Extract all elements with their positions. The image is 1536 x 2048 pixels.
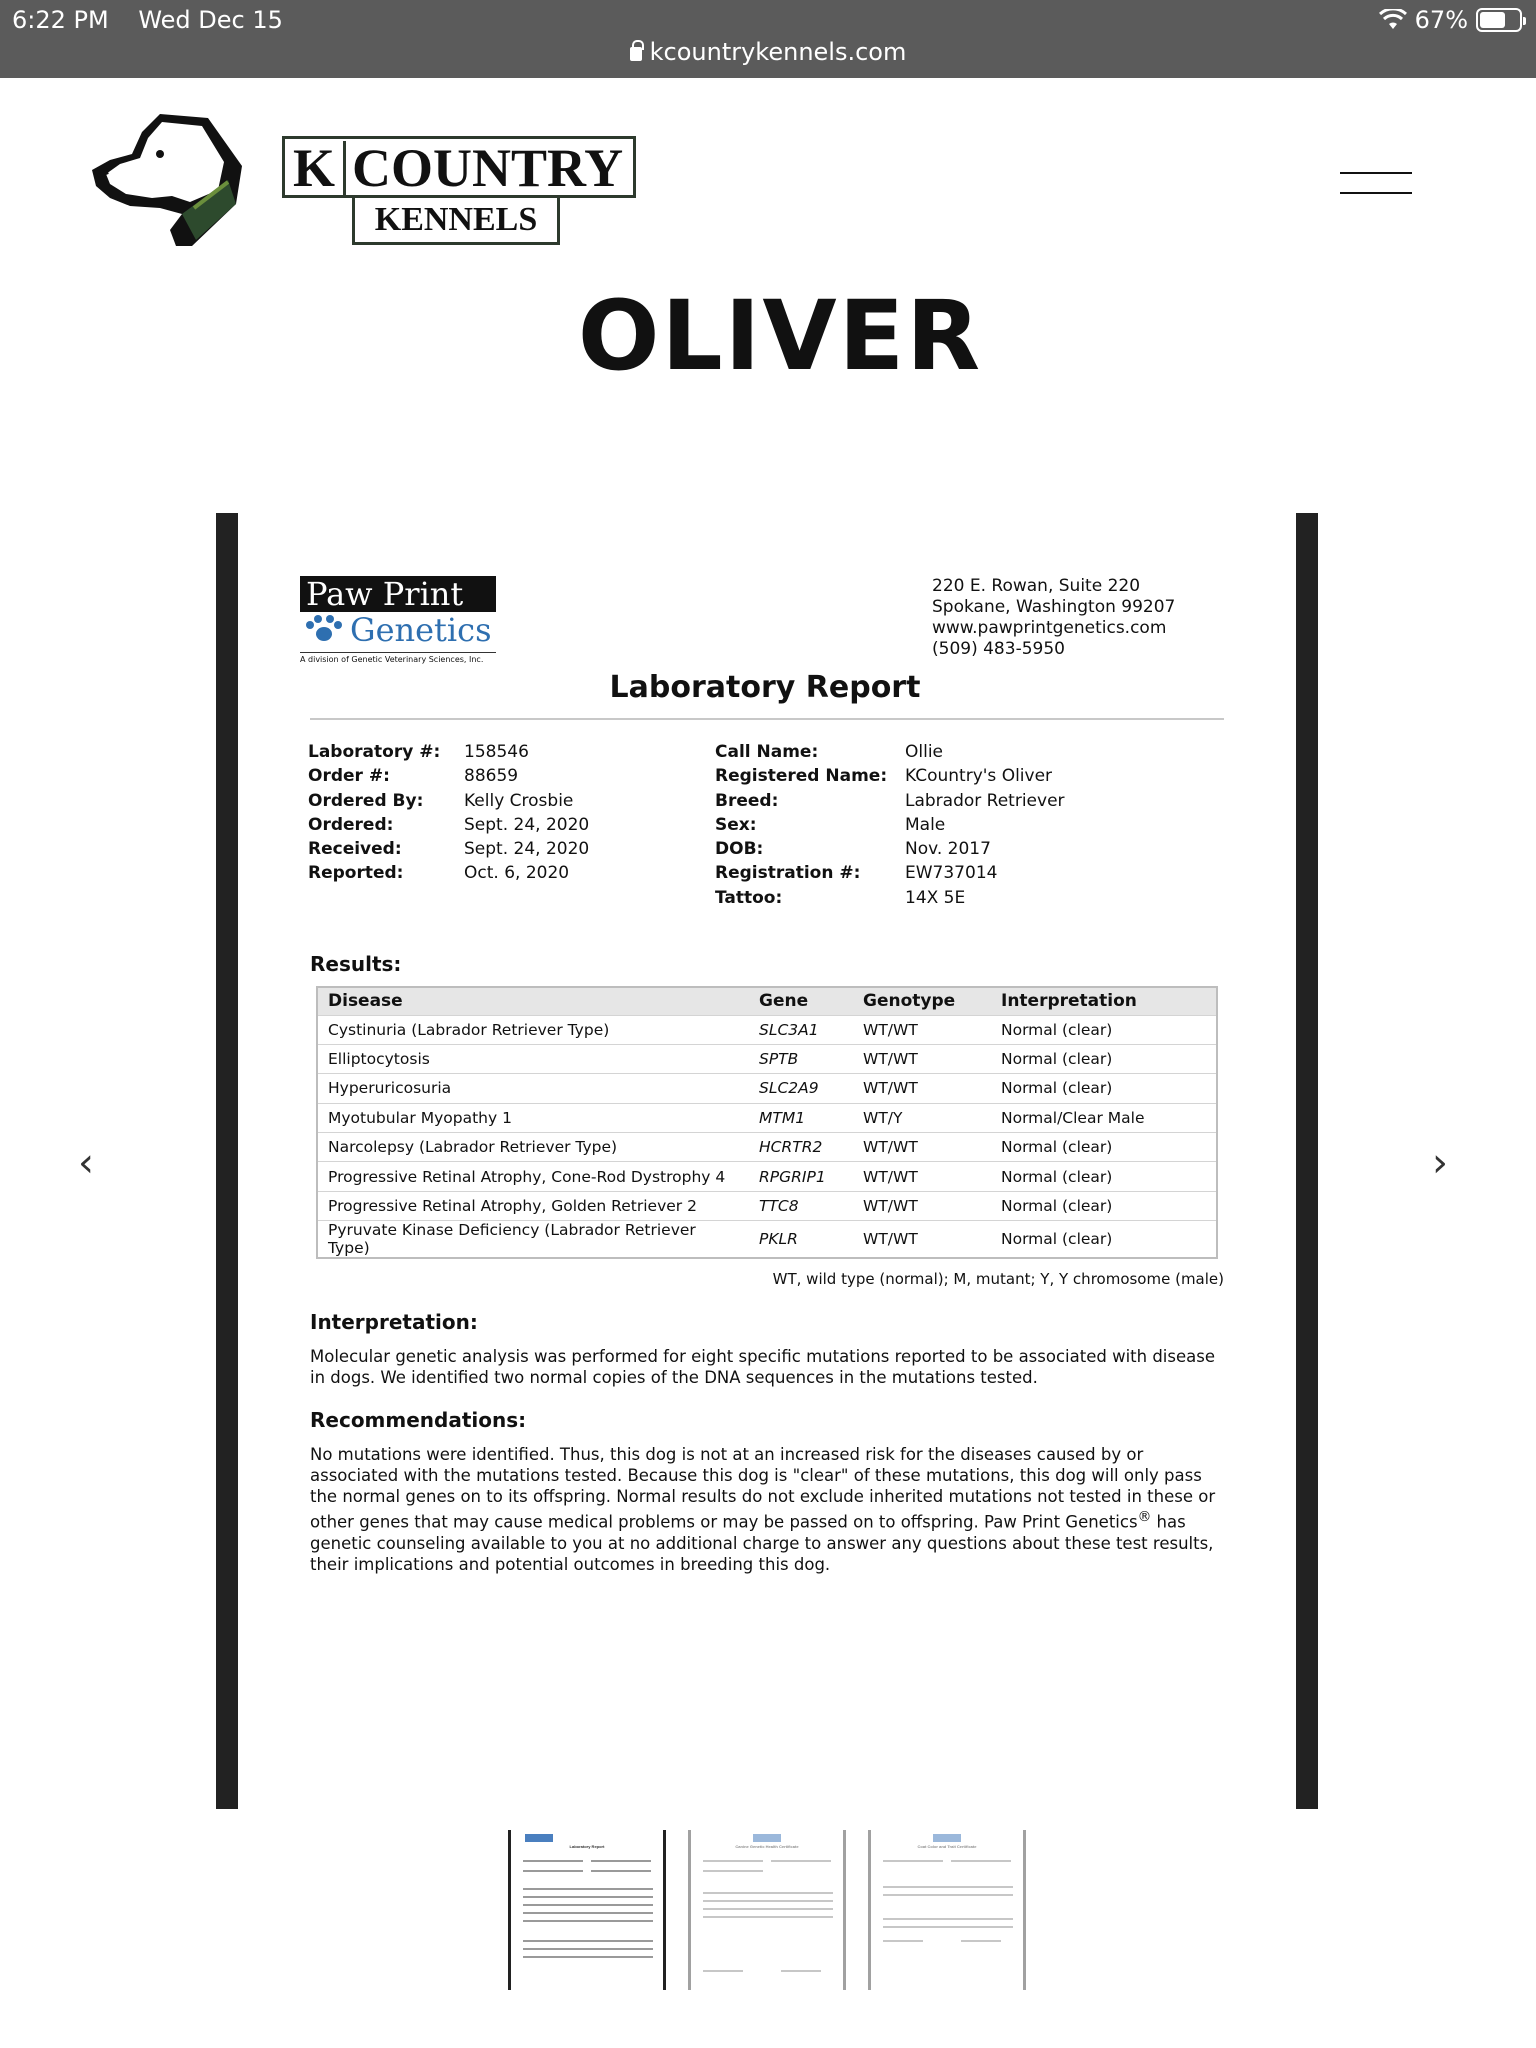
recommendations-part-1: No mutations were identified. Thus, this dog is not at an increased risk for the diseases caused by or associated with the mutations tested. Because this dog is "clear" of these mutations, this dog will only pass the normal genes on to its offspring. Normal results do not exclude inherited mutations not tested in these or other genes that may cause medical problems or may be passed on to offspring. Paw Print Genetics [310, 1445, 1216, 1532]
info-value: 88659 [464, 766, 519, 787]
status-right [1379, 6, 1522, 34]
browser-chrome [0, 0, 1536, 78]
info-label: Ordered: [308, 814, 394, 835]
info-value: KCountry's Oliver [905, 766, 1053, 787]
info-label: Reported: [308, 863, 404, 884]
chevron-left-icon[interactable]: ‹ [78, 1140, 94, 1186]
report-title: Laboratory Report [609, 670, 921, 705]
disease-cell: Hyperuricosuria [317, 1074, 749, 1103]
info-row [308, 813, 589, 837]
gene-cell: MTM1 [749, 1103, 853, 1132]
genotype-cell: WT/WT [853, 1133, 991, 1162]
thumbnail-strip [508, 1830, 1026, 1990]
menu-line [1340, 172, 1412, 174]
info-label: Laboratory #: [308, 742, 441, 762]
battery-percent: 67% [1414, 6, 1468, 34]
thumbnail-lab-report[interactable] [508, 1830, 666, 1990]
info-label: Sex: [715, 814, 757, 835]
wifi-icon [1379, 9, 1407, 31]
gene-cell: TTC8 [749, 1191, 853, 1220]
table-row [317, 1162, 1217, 1191]
status-time: 6:22 PM [12, 6, 109, 34]
dog-info [715, 740, 1065, 910]
gene-cell: SLC3A1 [749, 1015, 853, 1044]
logo-country: COUNTRY [352, 138, 624, 198]
address-line: 220 E. Rowan, Suite 220 [932, 576, 1141, 596]
info-row [715, 764, 1065, 788]
paw-print-genetics-logo [300, 576, 500, 664]
table-row [317, 1103, 1217, 1132]
table-row [317, 1074, 1217, 1103]
results-heading: Results: [310, 952, 402, 976]
interpretation-cell: Normal (clear) [991, 1074, 1217, 1103]
info-row [308, 789, 589, 813]
info-value: Sept. 24, 2020 [464, 814, 590, 835]
registered-mark: ® [1137, 1509, 1152, 1525]
table-row [317, 1015, 1217, 1044]
column-header: Disease [317, 987, 749, 1015]
gene-cell: RPGRIP1 [749, 1162, 853, 1191]
interpretation-cell: Normal (clear) [991, 1221, 1217, 1259]
info-value: EW737014 [905, 863, 998, 884]
genotype-cell: WT/WT [853, 1074, 991, 1103]
disease-cell: Myotubular Myopathy 1 [317, 1103, 749, 1132]
interpretation-cell: Normal (clear) [991, 1044, 1217, 1073]
hamburger-menu-icon[interactable] [1340, 168, 1412, 198]
interpretation-cell: Normal (clear) [991, 1191, 1217, 1220]
genotype-cell: WT/Y [853, 1103, 991, 1132]
info-row [308, 740, 589, 764]
info-row [715, 813, 1065, 837]
gene-cell: PKLR [749, 1221, 853, 1259]
info-value: Kelly Crosbie [464, 790, 574, 811]
info-value: Ollie [905, 742, 944, 762]
lock-icon [630, 47, 642, 61]
genotype-cell: WT/WT [853, 1162, 991, 1191]
info-label: Registration #: [715, 863, 861, 884]
recommendations-part-2: has genetic counseling available to you at no additional charge to answer any questions about these test results, their implications and potential outcomes in breeding this dog. [310, 1512, 1214, 1574]
paw-icon [304, 615, 344, 645]
status-date: Wed Dec 15 [138, 6, 283, 34]
chevron-right-icon[interactable]: › [1432, 1140, 1448, 1186]
site-logo[interactable] [282, 136, 636, 245]
battery-icon [1476, 8, 1522, 32]
gene-cell: HCRTR2 [749, 1133, 853, 1162]
logo-genetics: Genetics [350, 611, 492, 649]
interpretation-text: Molecular genetic analysis was performed for eight specific mutations reported to be associated with disease in dogs. We identified two normal copies of the DNA sequences in the mutations tested. [310, 1347, 1215, 1387]
info-value: Sept. 24, 2020 [464, 839, 590, 860]
viewer-edge-right [1296, 513, 1318, 1809]
thumbnail-title: Laboratory Report [569, 1844, 605, 1849]
info-row [715, 837, 1065, 861]
title-divider [310, 718, 1224, 720]
info-row [715, 789, 1065, 813]
info-value: Oct. 6, 2020 [464, 863, 570, 884]
info-row [715, 740, 1065, 764]
lab-address [932, 576, 1175, 660]
info-row [715, 886, 1065, 910]
dog-logo-icon[interactable] [90, 110, 260, 255]
info-label: DOB: [715, 839, 764, 860]
info-row [308, 861, 589, 885]
logo-paw-print: Paw Print [300, 576, 496, 612]
disease-cell: Narcolepsy (Labrador Retriever Type) [317, 1133, 749, 1162]
logo-top-box [282, 136, 636, 198]
column-header: Interpretation [991, 987, 1217, 1015]
results-header-row [317, 987, 1217, 1015]
logo-kennels: KENNELS [352, 198, 560, 245]
info-value: Labrador Retriever [905, 790, 1065, 811]
gene-cell: SPTB [749, 1044, 853, 1073]
info-value: Nov. 2017 [905, 839, 991, 860]
url-text: kcountrykennels.com [649, 38, 907, 66]
table-row [317, 1133, 1217, 1162]
info-label: Ordered By: [308, 790, 424, 811]
info-label: Breed: [715, 790, 779, 811]
info-label: Registered Name: [715, 766, 888, 787]
logo-k: K [293, 141, 346, 195]
genotype-cell: WT/WT [853, 1044, 991, 1073]
page-title: OLIVER [577, 280, 983, 392]
disease-cell: Cystinuria (Labrador Retriever Type) [317, 1015, 749, 1044]
disease-cell: Pyruvate Kinase Deficiency (Labrador Retriever Type) [317, 1221, 749, 1259]
interpretation-cell: Normal/Clear Male [991, 1103, 1217, 1132]
table-row [317, 1191, 1217, 1220]
address-line: (509) 483-5950 [932, 639, 1065, 659]
info-row [715, 861, 1065, 885]
interpretation-cell: Normal (clear) [991, 1162, 1217, 1191]
interpretation-cell: Normal (clear) [991, 1015, 1217, 1044]
logo-genetics-row [300, 612, 500, 648]
info-value: 14X 5E [905, 887, 966, 908]
genotype-legend: WT, wild type (normal); M, mutant; Y, Y chromosome (male) [772, 1270, 1224, 1288]
info-label: Received: [308, 839, 402, 860]
genotype-cell: WT/WT [853, 1191, 991, 1220]
viewer-edge-left [216, 513, 238, 1809]
genotype-cell: WT/WT [853, 1015, 991, 1044]
info-label: Call Name: [715, 742, 819, 762]
disease-cell: Progressive Retinal Atrophy, Golden Retriever 2 [317, 1191, 749, 1220]
column-header: Gene [749, 987, 853, 1015]
disease-cell: Elliptocytosis [317, 1044, 749, 1073]
gene-cell: SLC2A9 [749, 1074, 853, 1103]
info-row [308, 764, 589, 788]
thumbnail-title: Canine Genetic Health Certificate [735, 1844, 799, 1849]
info-row [308, 837, 589, 861]
status-left [12, 6, 305, 34]
info-label: Order #: [308, 766, 390, 787]
interpretation-cell: Normal (clear) [991, 1133, 1217, 1162]
info-value: 158546 [464, 742, 529, 762]
menu-line [1340, 192, 1412, 194]
address-line: Spokane, Washington 99207 [932, 597, 1176, 617]
interpretation-heading: Interpretation: [310, 1310, 478, 1334]
thumbnail-health-certificate[interactable] [688, 1830, 846, 1990]
table-row [317, 1221, 1217, 1259]
column-header: Genotype [853, 987, 991, 1015]
results-table [316, 986, 1218, 1259]
thumbnail-coat-color-certificate[interactable] [868, 1830, 1026, 1990]
info-value: Male [905, 814, 946, 835]
logo-division: A division of Genetic Veterinary Sciences, Inc. [300, 652, 496, 664]
recommendations-text [310, 1444, 1224, 1575]
thumbnail-title: Coat Color and Trait Certificate [917, 1844, 977, 1849]
info-label: Tattoo: [715, 887, 783, 908]
recommendations-heading: Recommendations: [310, 1408, 527, 1432]
table-row [317, 1044, 1217, 1073]
disease-cell: Progressive Retinal Atrophy, Cone-Rod Dystrophy 4 [317, 1162, 749, 1191]
battery-level [1480, 12, 1505, 28]
address-line: www.pawprintgenetics.com [932, 618, 1167, 638]
address-bar[interactable] [0, 38, 1536, 66]
genotype-cell: WT/WT [853, 1221, 991, 1259]
order-info [308, 740, 589, 886]
